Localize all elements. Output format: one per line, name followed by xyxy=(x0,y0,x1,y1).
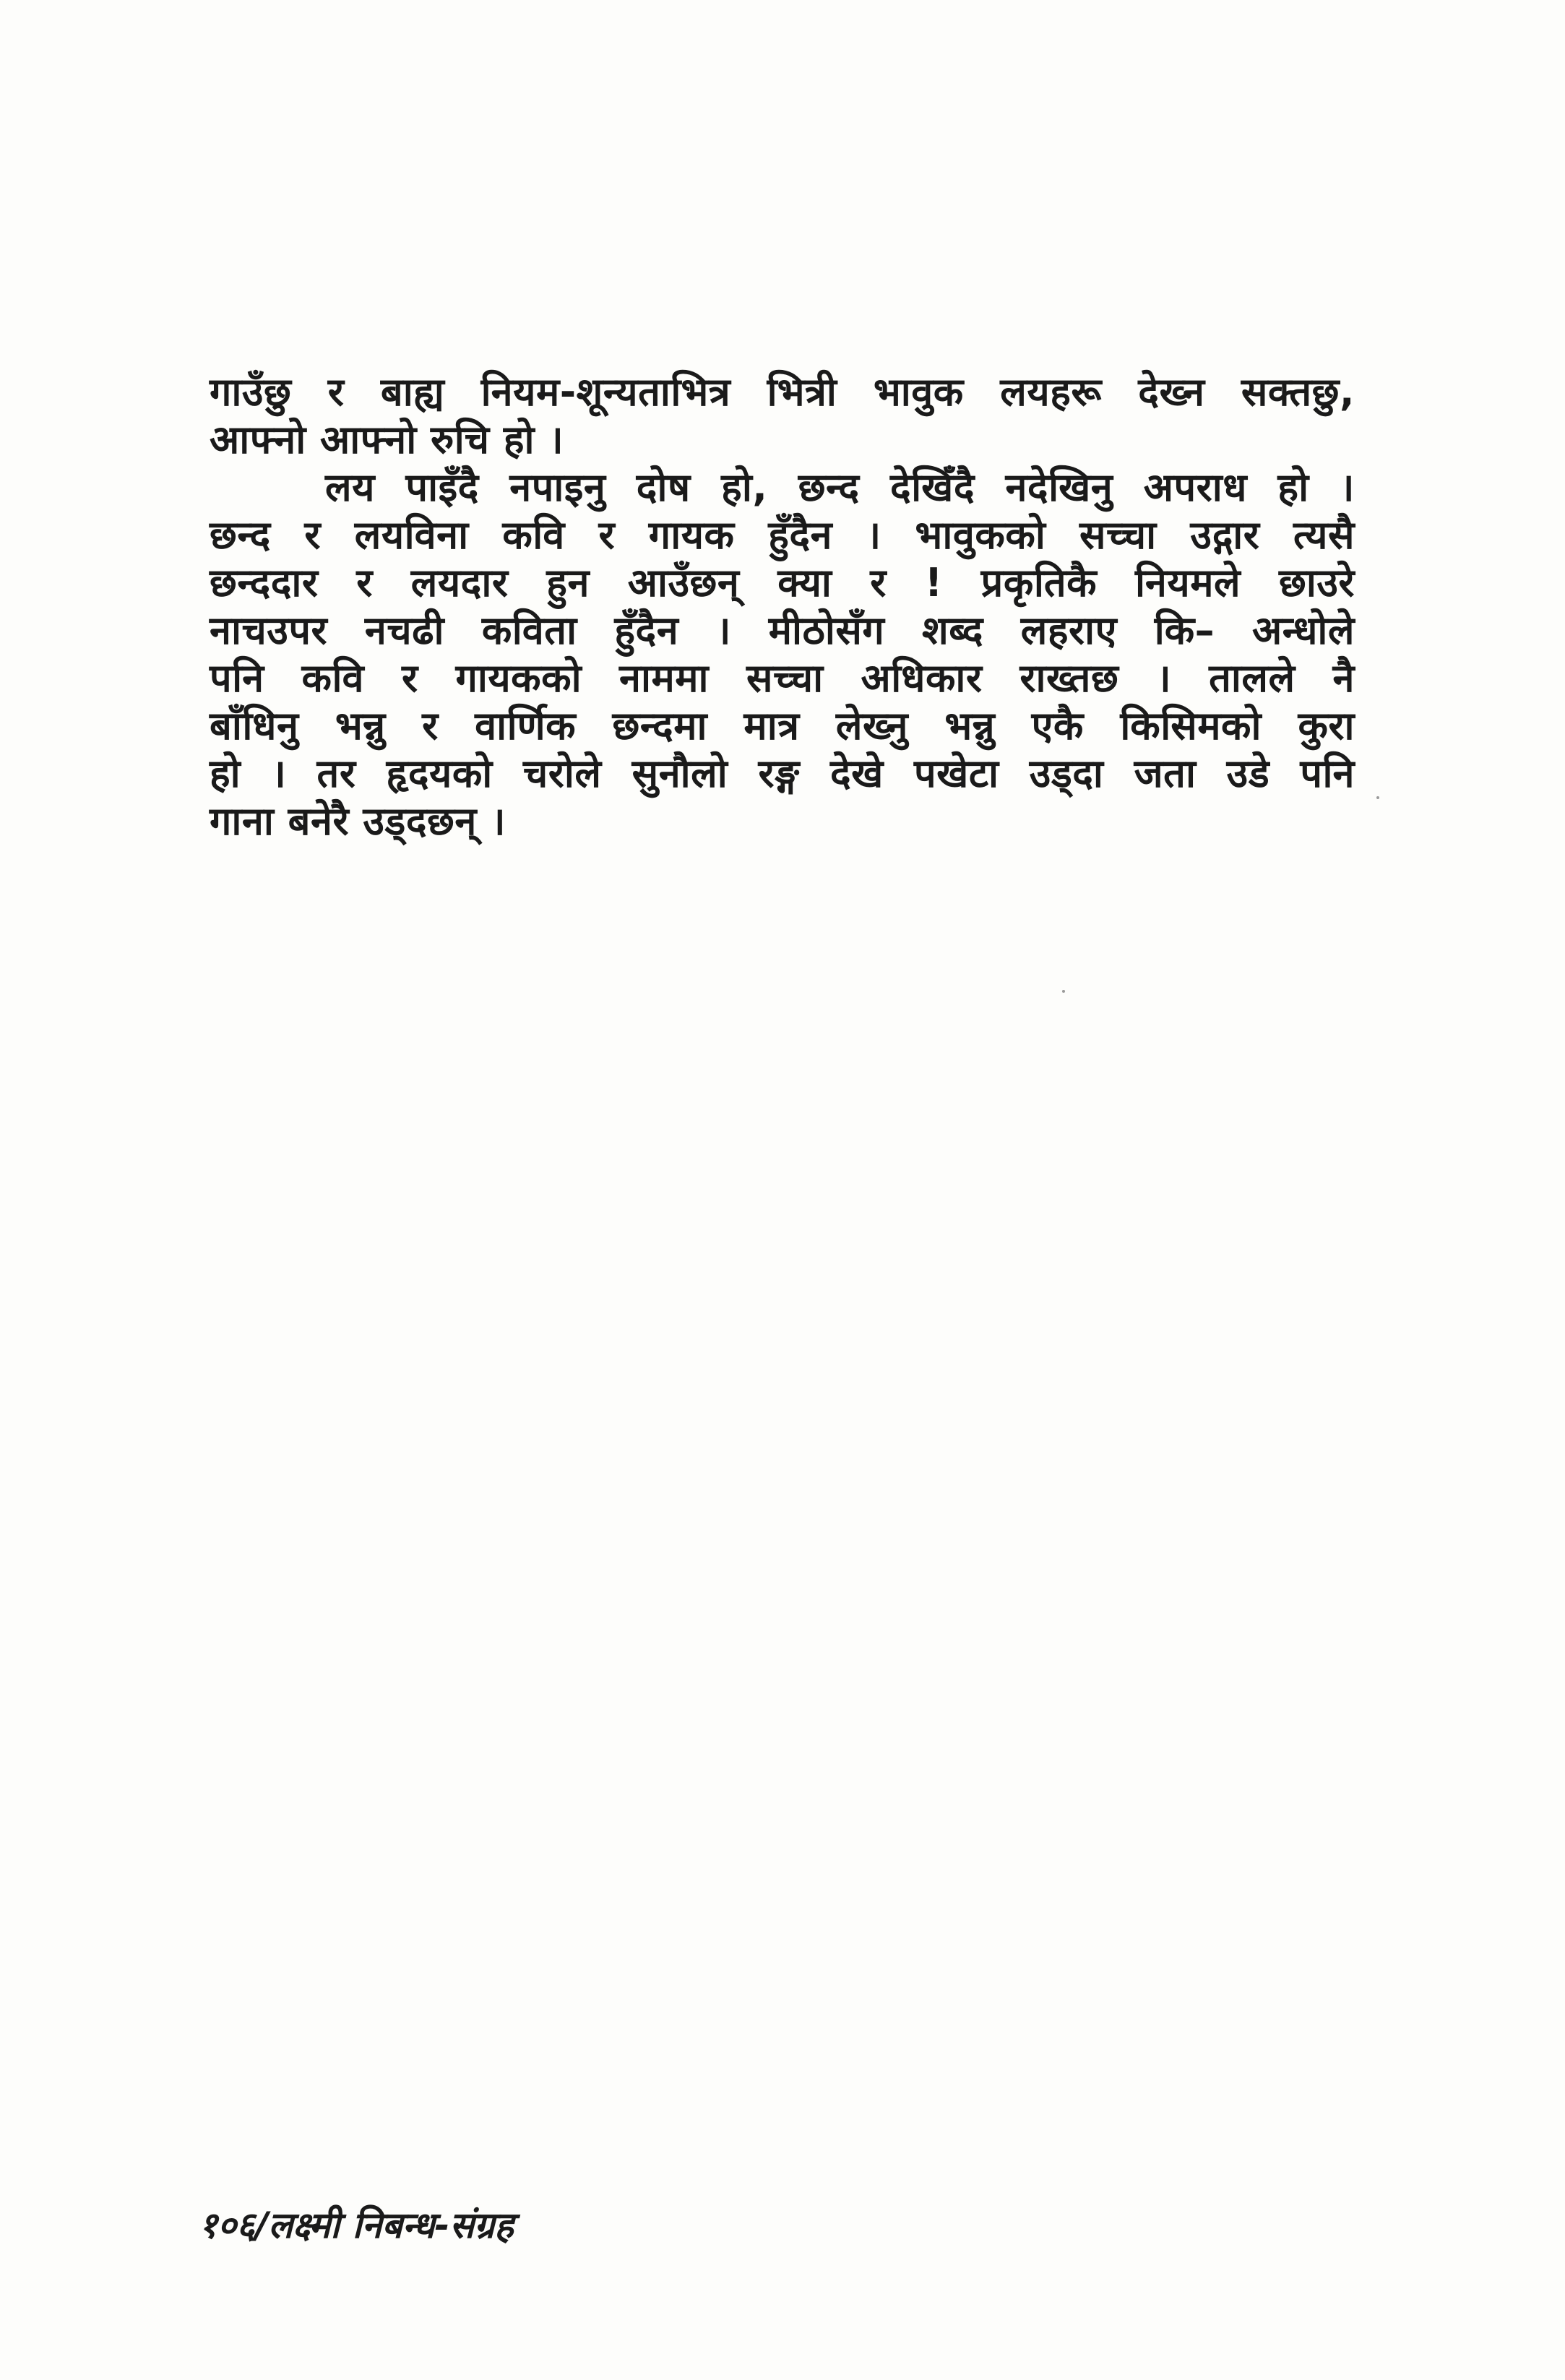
scan-speck xyxy=(1062,990,1065,993)
text-line: पनि कवि र गायकको नाममा सच्चा अधिकार राख्तछ । तालले नै xyxy=(210,655,1355,701)
text-line: बाँधिनु भन्नु र वार्णिक छन्दमा मात्र लेख्नु भन्नु एकै किसिमको कुरा xyxy=(210,703,1355,749)
text-line: छन्ददार र लयदार हुन आउँछन् क्या र ! प्रकृतिकै नियमले छाउरे xyxy=(210,560,1355,605)
page-footer: १०६/लक्ष्मी निबन्ध-संग्रह xyxy=(199,2204,514,2246)
text-line: लय पाइँदै नपाइनु दोष हो, छन्द देखिँदै नदेखिनु अपराध हो । xyxy=(325,465,1355,510)
text-line: गाउँछु र बाह्य नियम-शून्यताभित्र भित्री भावुक लयहरू देख्न सक्तछु, xyxy=(210,369,1355,415)
text-line: गाना बनेरै उड्दछन् । xyxy=(210,798,506,844)
scan-speck xyxy=(1376,796,1379,799)
body-text xyxy=(210,368,1355,845)
text-line: आफ्नो आफ्नो रुचि हो । xyxy=(210,417,564,462)
text-line: नाचउपर नचढी कविता हुँदैन । मीठोसँग शब्द लहराए कि– अन्धोले xyxy=(210,608,1355,653)
text-line: हो । तर हृदयको चरोले सुनौलो रङ्ग देखे पखेटा उड्दा जता उडे पनि xyxy=(210,751,1355,796)
text-line: छन्द र लयविना कवि र गायक हुँदैन । भावुकको सच्चा उद्गार त्यसै xyxy=(210,512,1355,558)
